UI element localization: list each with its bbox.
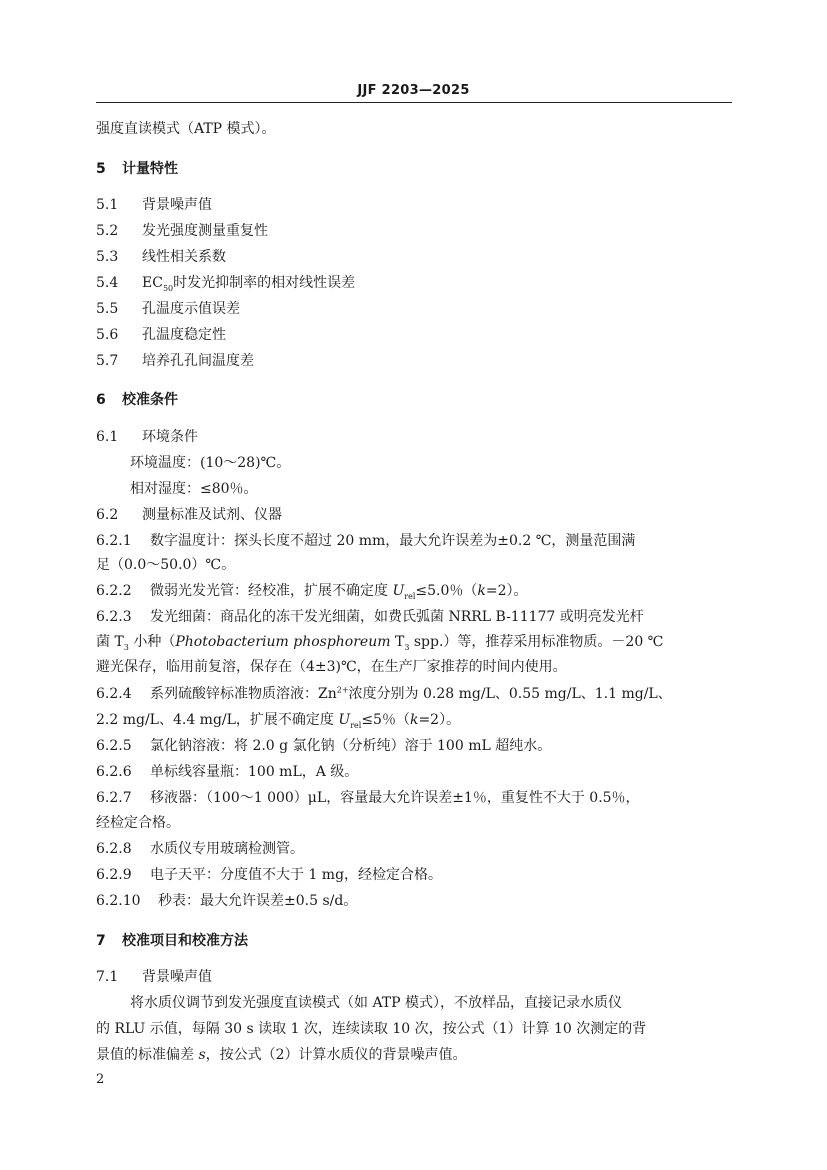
list-item: 6.2.4 系列硫酸锌标准物质溶液：$Zn^{2+}$浓度分别为 0.28 mg/L、0.55 mg/L、1.1 mg/L、 [96, 685, 672, 702]
text-line: 菌 $T_3$ 小种（Photobacterium phosphoreum $T_3$ spp.）等，推荐采用标准物质。－20 ℃ [96, 634, 664, 652]
list-item: 6.1 环境条件 [96, 429, 198, 445]
list-item: 5.3 线性相关系数 [96, 249, 226, 265]
text-line: 足（0.0～50.0）℃。 [96, 557, 236, 573]
list-item: 5.4 $EC_{50}$时发光抑制率的相对线性误差 [96, 275, 356, 293]
list-item: 6.2.3 发光细菌：商品化的冻干发光细菌，如费氏弧菌 NRRL B-11177 或明亮发光杆 [96, 609, 644, 625]
list-item: 5.6 孔温度稳定性 [96, 327, 226, 343]
list-item: 6.2.10 秒表：最大允许误差±0.5 s/d。 [96, 893, 358, 909]
header-rule [96, 102, 732, 103]
text-line: 2.2 mg/L、4.4 mg/L，扩展不确定度 $U_{rel}\le 5$％（k=2）。 [96, 712, 461, 730]
section-heading-6: 6 校准条件 [96, 392, 178, 408]
list-item: 5.5 孔温度示值误差 [96, 301, 240, 317]
list-item: 6.2.2 微弱光发光管：经校准，扩展不确定度 $U_{rel}\le 5.0$％（k=2）。 [96, 583, 528, 601]
list-item: 6.2.1 数字温度计：探头长度不超过 20 mm，最大允许误差为±0.2 ℃，测量范围满 [96, 533, 636, 549]
running-header: JJF 2203—2025 [357, 83, 470, 98]
paragraph-line: 的 RLU 示值，每隔 30 s 读取 1 次，连续读取 10 次，按公式（1）计算 10 次测定的背 [96, 1021, 647, 1037]
text-line: 避光保存，临用前复溶，保存在（4±3)℃，在生产厂家推荐的时间内使用。 [96, 659, 567, 675]
list-item: 6.2.5 氯化钠溶液：将 2.0 g 氯化钠（分析纯）溶于 100 mL 超纯水。 [96, 738, 552, 754]
list-item: 6.2.6 单标线容量瓶：100 mL，A 级。 [96, 764, 359, 780]
list-item: 6.2 测量标准及试剂、仪器 [96, 507, 282, 523]
section-heading-7: 7 校准项目和校准方法 [96, 933, 248, 949]
list-item: 7.1 背景噪声值 [96, 969, 212, 985]
paragraph-line: 景值的标准偏差 s，按公式（2）计算水质仪的背景噪声值。 [96, 1047, 467, 1063]
list-item: 5.1 背景噪声值 [96, 197, 212, 213]
list-item: 5.7 培养孔孔间温度差 [96, 353, 254, 369]
text-line: 经检定合格。 [96, 815, 180, 831]
page-number: 2 [96, 1072, 105, 1087]
list-item: 5.2 发光强度测量重复性 [96, 223, 268, 239]
text-line: 相对湿度：≤80％。 [130, 481, 258, 497]
text-line: 强度直读模式（ATP 模式）。 [96, 121, 276, 137]
section-heading-5: 5 计量特性 [96, 161, 178, 177]
list-item: 6.2.9 电子天平：分度值不大于 1 mg，经检定合格。 [96, 867, 443, 883]
list-item: 6.2.8 水质仪专用玻璃检测管。 [96, 841, 304, 857]
text-line: 环境温度：(10～28)℃。 [130, 455, 291, 471]
paragraph-line: 将水质仪调节到发光强度直读模式（如 ATP 模式），不放样品，直接记录水质仪 [130, 995, 623, 1011]
list-item: 6.2.7 移液器：（100～1 000）μL，容量最大允许误差±1％，重复性不大于 0.5％， [96, 790, 640, 806]
